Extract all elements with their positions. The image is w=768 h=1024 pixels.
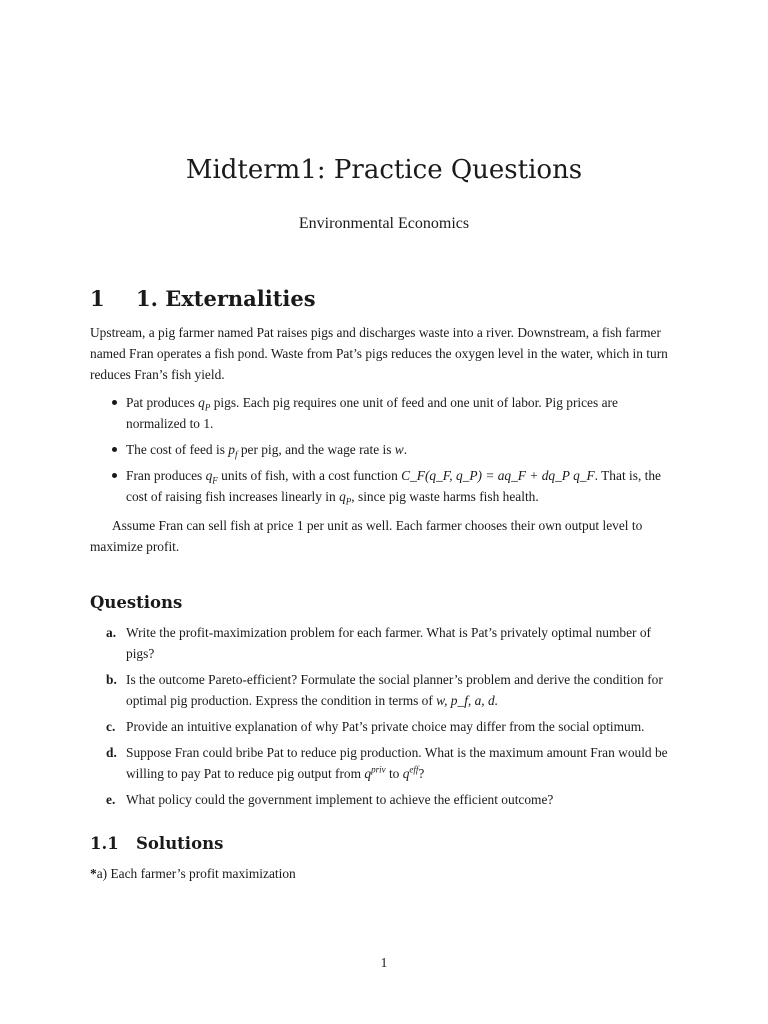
section-number: 1 bbox=[90, 286, 105, 311]
list-item: Pat produces $q_P$ pigs. Each pig requires one unit of feed and one unit of labor. Pig prices are normalized to 1. bbox=[90, 392, 680, 434]
question-label: d. bbox=[106, 745, 117, 760]
question-item: c. Provide an intuitive explanation of why Pat’s private choice may differ from the social optimum. bbox=[90, 716, 680, 737]
question-label: e. bbox=[106, 792, 116, 807]
assumption-list bbox=[90, 392, 680, 512]
solutions-heading bbox=[90, 832, 223, 856]
question-item: d. Suppose Fran could bribe Pat to reduce pig production. What is the maximum amount Fran would be willing to pay Pat to reduce pig output from $q^{priv}$ to $q^{eff}$? bbox=[90, 742, 680, 784]
section-title: 1. Externalities bbox=[136, 286, 316, 311]
solution-text: *a) Each farmer’s profit maximization bbox=[90, 866, 296, 881]
assumption-paragraph: Assume Fran can sell fish at price 1 per unit as well. Each farmer chooses their own output level to maximize profit. bbox=[90, 518, 643, 554]
intro-paragraph: Upstream, a pig farmer named Pat raises pigs and discharges waste into a river. Downstream, a fish farmer named Fran operates a fish pond. Waste from Pat’s pigs reduces the oxygen level in the water, which in turn reduces Fran’s fish yield. bbox=[90, 325, 668, 382]
subsection-title: Solutions bbox=[136, 834, 224, 853]
section-heading bbox=[90, 284, 316, 314]
question-label: c. bbox=[106, 719, 116, 734]
bullet-icon bbox=[112, 400, 117, 405]
question-item: b. Is the outcome Pareto-efficient? Formulate the social planner’s problem and derive the condition for optimal pig production. Express the condition in terms of w, p_f, a, d. bbox=[90, 669, 680, 711]
question-item: e. What policy could the government implement to achieve the efficient outcome? bbox=[90, 789, 680, 810]
question-label: b. bbox=[106, 672, 117, 687]
bullet-icon bbox=[112, 473, 117, 478]
questions-list bbox=[90, 622, 680, 815]
bullet-icon bbox=[112, 447, 117, 452]
subsection-number: 1.1 bbox=[90, 834, 119, 853]
list-item: Fran produces $q_F$ units of fish, with a cost function C_F(q_F, q_P) = aq_F + dq_P q_F. That is, the cost of raising fish increases linearly in $q_P$, since pig waste harms fish health. bbox=[90, 465, 680, 507]
question-label: a. bbox=[106, 625, 117, 640]
document-title: Midterm1: Practice Questions bbox=[185, 155, 583, 185]
question-item: a. Write the profit-maximization problem for each farmer. What is Pat’s privately optimal number of pigs? bbox=[90, 622, 680, 664]
document-subtitle: Environmental Economics bbox=[298, 215, 470, 232]
list-item: The cost of feed is $p_f$ per pig, and the wage rate is w. bbox=[90, 439, 680, 460]
page-number: 1 bbox=[380, 955, 388, 970]
questions-heading: Questions bbox=[90, 593, 183, 612]
cost-function-formula: C_F(q_F, q_P) = aq_F + dq_P q_F bbox=[401, 468, 595, 483]
math-var: q bbox=[198, 395, 205, 410]
